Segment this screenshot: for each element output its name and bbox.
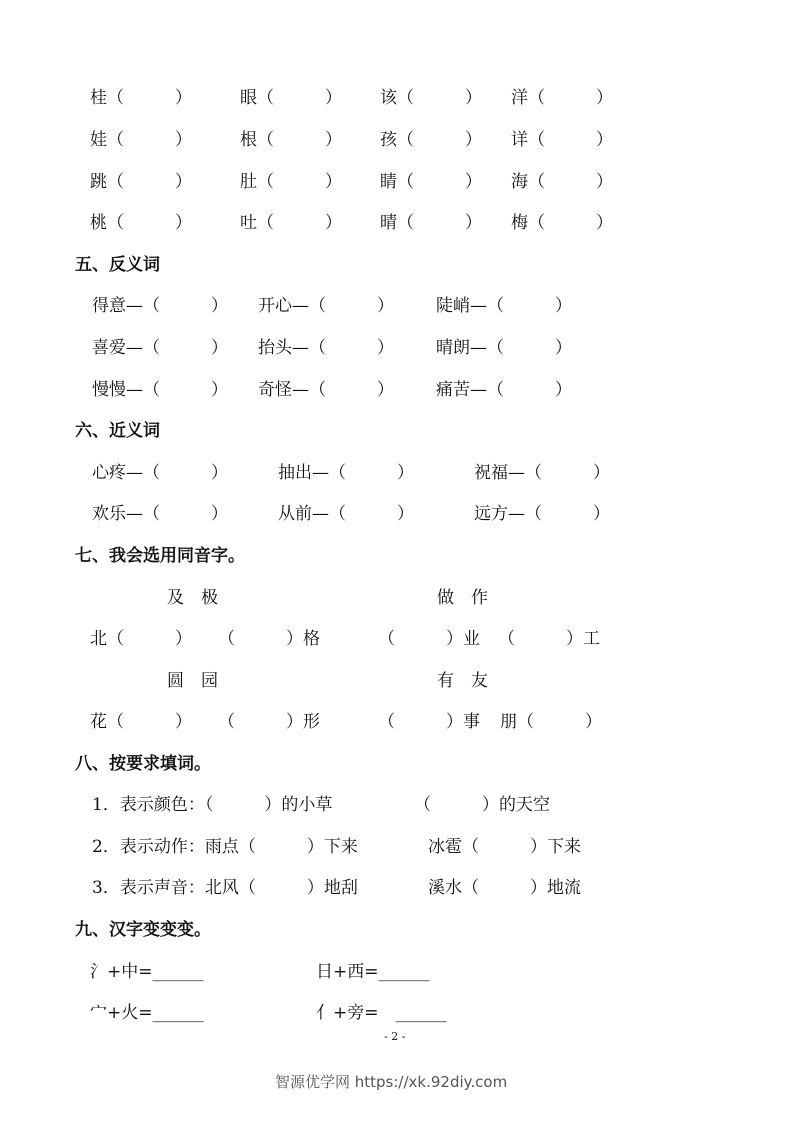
char-item: 海（ ） xyxy=(511,172,613,192)
synonym-item: 远方—（ ） xyxy=(474,504,610,524)
section-heading: 七、我会选用同音字。 xyxy=(75,546,245,566)
char-item: 梅（ ） xyxy=(511,213,613,233)
char-item: 孩（ ） xyxy=(380,130,482,150)
fill-item: 冰雹（ ）下来 xyxy=(428,837,581,857)
section-heading: 八、按要求填词。 xyxy=(75,754,211,774)
char-item: 肚（ ） xyxy=(240,172,342,192)
combine-item: 亻+旁= ______ xyxy=(316,1003,447,1023)
homophone-item: （ ）工 xyxy=(498,629,600,649)
footer-watermark: 智源优学网 https://xk.92diy.com xyxy=(275,1073,508,1091)
combine-item: 宀+火=______ xyxy=(90,1003,204,1023)
homophone-item: （ ）格 xyxy=(218,629,320,649)
synonym-item: 抽出—（ ） xyxy=(278,463,414,483)
section-heading: 五、反义词 xyxy=(75,255,160,275)
section-heading: 六、近义词 xyxy=(75,421,160,441)
char-item: 娃（ ） xyxy=(90,130,192,150)
char-item: 根（ ） xyxy=(240,130,342,150)
char-item: 眼（ ） xyxy=(240,88,342,108)
antonym-item: 晴朗—（ ） xyxy=(436,338,572,358)
char-item: 桃（ ） xyxy=(90,213,192,233)
char-item: 该（ ） xyxy=(380,88,482,108)
char-item: 晴（ ） xyxy=(380,213,482,233)
synonym-item: 从前—（ ） xyxy=(278,504,414,524)
antonym-item: 得意—（ ） xyxy=(92,296,228,316)
combine-item: 日+西=______ xyxy=(316,962,430,982)
homophone-item: （ ）形 xyxy=(218,712,320,732)
synonym-item: 心疼—（ ） xyxy=(92,463,228,483)
fill-item: 溪水（ ）地流 xyxy=(428,878,581,898)
homophone-item: 朋（ ） xyxy=(500,712,602,732)
char-item: 详（ ） xyxy=(511,130,613,150)
char-item: 睛（ ） xyxy=(380,172,482,192)
combine-item: 氵+中=______ xyxy=(90,962,204,982)
synonym-item: 祝福—（ ） xyxy=(474,463,610,483)
char-item: 桂（ ） xyxy=(90,88,192,108)
antonym-item: 陡峭—（ ） xyxy=(436,296,572,316)
fill-item: 2．表示动作：雨点（ ）下来 xyxy=(92,837,358,857)
homophone-pair: 圆 园 xyxy=(167,671,218,691)
section-heading: 九、汉字变变变。 xyxy=(75,920,211,940)
homophone-item: （ ）业 xyxy=(378,629,480,649)
char-item: 洋（ ） xyxy=(511,88,613,108)
fill-item: 3．表示声音：北风（ ）地刮 xyxy=(92,878,358,898)
page-number: - 2 - xyxy=(384,1030,406,1043)
char-item: 跳（ ） xyxy=(90,172,192,192)
fill-item: （ ）的天空 xyxy=(414,795,550,815)
fill-item: 1．表示颜色：（ ）的小草 xyxy=(92,795,333,815)
antonym-item: 痛苦—（ ） xyxy=(436,380,572,400)
synonym-item: 欢乐—（ ） xyxy=(92,504,228,524)
homophone-item: 花（ ） xyxy=(90,712,192,732)
homophone-item: （ ）事 xyxy=(378,712,480,732)
homophone-item: 北（ ） xyxy=(90,629,192,649)
homophone-pair: 有 友 xyxy=(437,671,488,691)
char-item: 吐（ ） xyxy=(240,213,342,233)
antonym-item: 喜爱—（ ） xyxy=(92,338,228,358)
antonym-item: 慢慢—（ ） xyxy=(92,380,228,400)
antonym-item: 抬头—（ ） xyxy=(258,338,394,358)
homophone-pair: 做 作 xyxy=(437,588,488,608)
antonym-item: 奇怪—（ ） xyxy=(258,380,394,400)
homophone-pair: 及 极 xyxy=(167,588,218,608)
antonym-item: 开心—（ ） xyxy=(258,296,394,316)
